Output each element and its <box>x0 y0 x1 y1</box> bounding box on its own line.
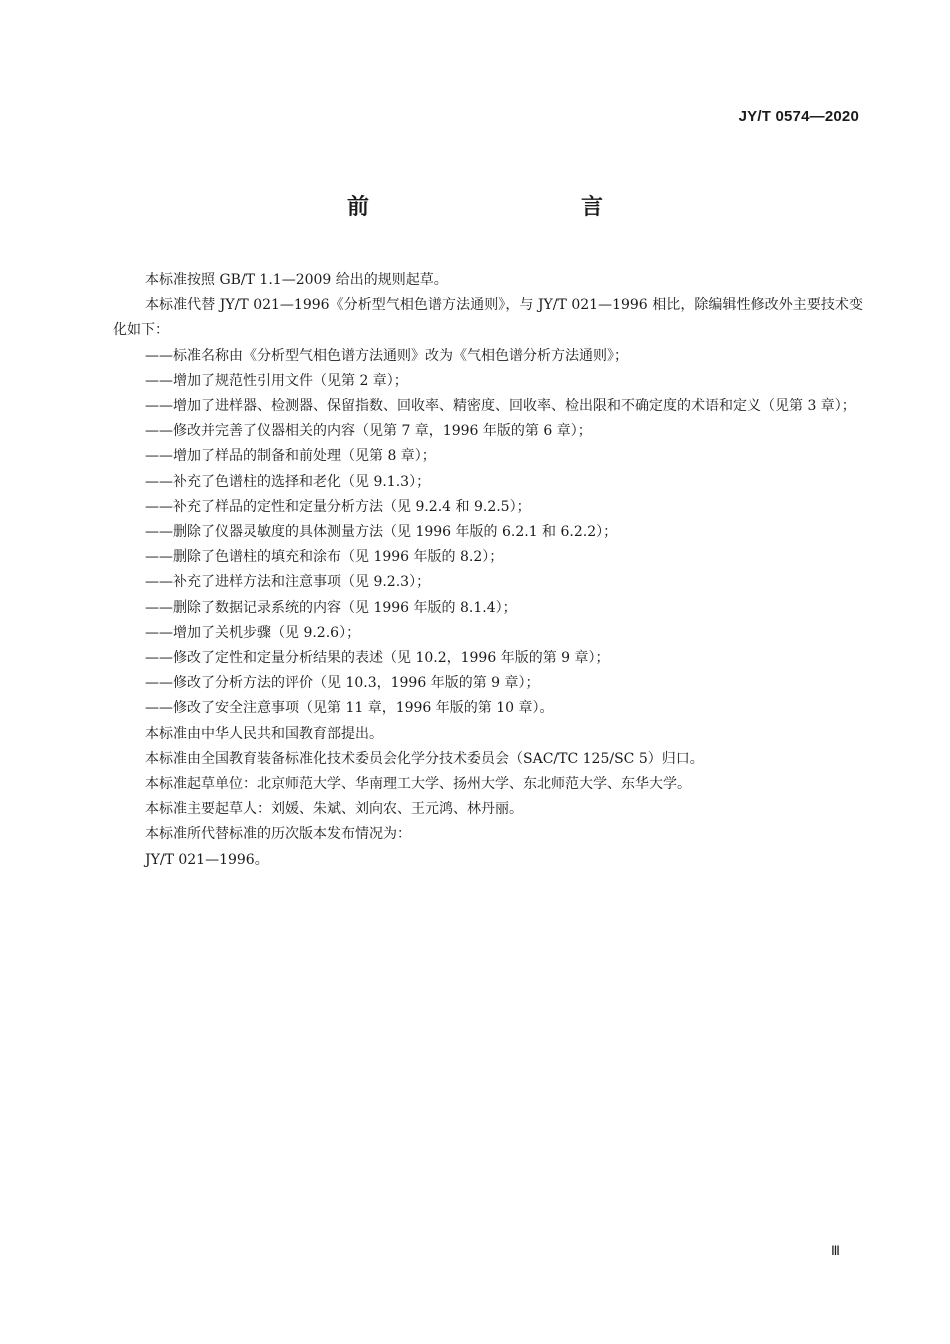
closing-paragraph: 本标准起草单位：北京师范大学、华南理工大学、扬州大学、东北师范大学、东华大学。 <box>145 776 691 793</box>
change-item: ——删除了仪器灵敏度的具体测量方法（见 1996 年版的 6.2.1 和 6.2.2）； <box>145 524 618 541</box>
change-item: ——补充了样品的定性和定量分析方法（见 9.2.4 和 9.2.5）； <box>145 498 531 515</box>
change-item: ——修改了定性和定量分析结果的表述（见 10.2，1996 年版的第 9 章）； <box>145 650 610 667</box>
change-item: ——修改了分析方法的评价（见 10.3，1996 年版的第 9 章）； <box>145 675 540 692</box>
closing-paragraph: 本标准主要起草人：刘媛、朱斌、刘向农、王元鸿、林丹丽。 <box>145 801 523 818</box>
closing-paragraph: JY/T 021—1996。 <box>145 851 269 868</box>
page-title: 前 言 <box>346 195 659 220</box>
change-item: ——删除了色谱柱的填充和涂布（见 1996 年版的 8.2）； <box>145 549 504 566</box>
change-item: ——增加了关机步骤（见 9.2.6）； <box>145 624 361 641</box>
change-item: ——增加了样品的制备和前处理（见第 8 章）； <box>145 448 436 465</box>
change-item: ——标准名称由《分析型气相色谱方法通则》改为《气相色谱分析方法通则》； <box>145 347 628 364</box>
closing-paragraph: 本标准由全国教育装备标准化技术委员会化学分技术委员会（SAC/TC 125/SC 5）归口。 <box>145 750 704 767</box>
change-item: ——补充了色谱柱的选择和老化（见 9.1.3）； <box>145 473 431 490</box>
intro-paragraph: 本标准代替 JY/T 021—1996《分析型气相色谱方法通则》，与 JY/T 021—1996 相比，除编辑性修改外主要技术变化如下： <box>113 297 863 339</box>
page-number: Ⅲ <box>831 1243 840 1258</box>
document-body <box>113 268 863 873</box>
change-item: ——修改并完善了仪器相关的内容（见第 7 章，1996 年版的第 6 章）； <box>145 423 592 440</box>
closing-paragraph: 本标准所代替标准的历次版本发布情况为： <box>145 826 411 843</box>
change-item: ——删除了数据记录系统的内容（见 1996 年版的 8.1.4）； <box>145 599 517 616</box>
change-item: ——增加了规范性引用文件（见第 2 章）； <box>145 372 408 389</box>
change-item: ——修改了安全注意事项（见第 11 章，1996 年版的第 10 章）。 <box>145 700 554 717</box>
change-item: ——增加了进样器、检测器、保留指数、回收率、精密度、回收率、检出限和不确定度的术语和定义（见第 3 章）； <box>145 398 856 415</box>
closing-paragraph: 本标准由中华人民共和国教育部提出。 <box>145 725 383 742</box>
intro-paragraph: 本标准按照 GB/T 1.1—2009 给出的规则起草。 <box>145 272 448 288</box>
change-item: ——补充了进样方法和注意事项（见 9.2.3）； <box>145 574 431 591</box>
standard-code: JY/T 0574—2020 <box>738 108 859 125</box>
